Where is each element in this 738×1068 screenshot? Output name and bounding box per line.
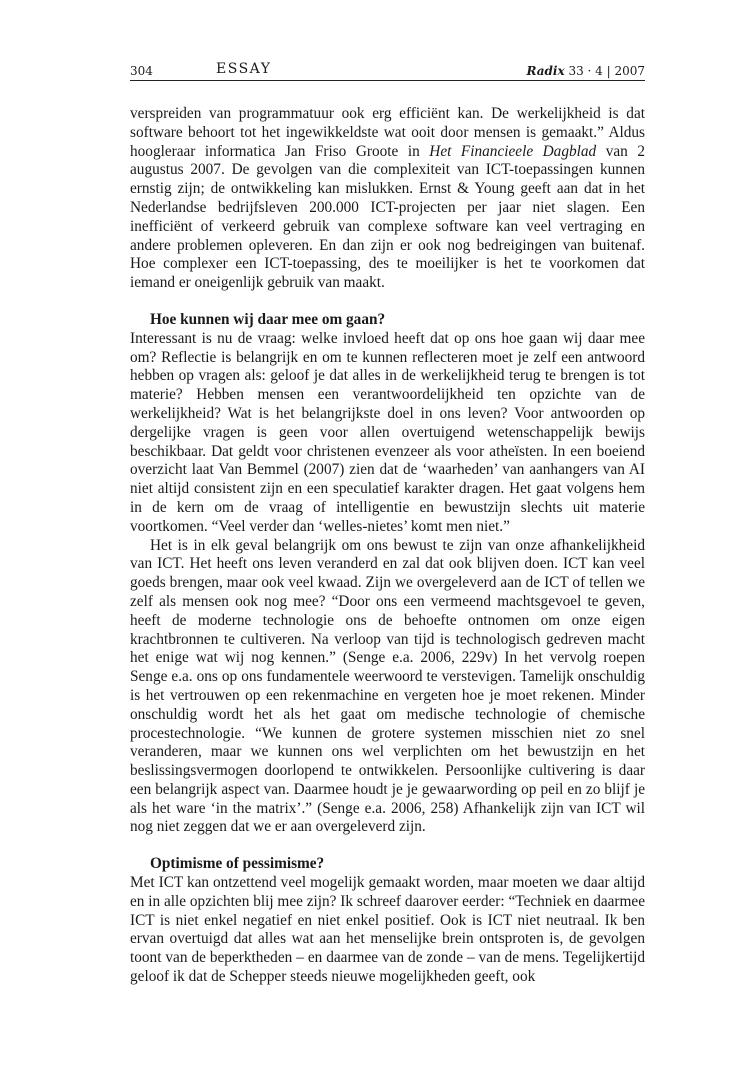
paragraph-1-text-a: verspreiden van programmatuur ook erg efficiënt kan. De werkelijkheid is dat software behoort tot het ingewikkeldste wat ooit door mensen is gemaakt.” Aldus hoogleraar informatica Jan Friso Groote in <box>130 105 645 160</box>
running-header <box>130 60 645 81</box>
journal-info <box>526 64 645 78</box>
paragraph-4: Met ICT kan ontzettend veel mogelijk gemaakt worden, maar moeten we daar altijd en in alle opzichten blij mee zijn? Ik schreef daarover eerder: “Techniek en daarmee ICT is niet enkel negatief en niet enkel positief. Ook is ICT niet neutraal. Ik ben ervan overtuigd dat alles wat aan het menselijke brein ontsproten is, de gevolgen toont van de beperktheden – en daarmee van de zonde – van de mens. Tegelijkertijd geloof ik dat de Schepper steeds nieuwe mogelijkheden geeft, ook <box>130 874 645 986</box>
paragraph-1 <box>130 105 645 293</box>
section-title: ESSAY <box>216 61 272 77</box>
newspaper-title: Het Financieele Dagblad <box>429 142 597 160</box>
paragraph-2: Interessant is nu de vraag: welke invloed heeft dat op ons hoe gaan wij daar mee om? Reflectie is belangrijk en om te kunnen reflecteren moet je zelf een antwoord hebben op vragen als: geloof je dat alles in de werkelijkheid terug te brengen is tot materie? Hebben mensen een verantwoordelijkheid ten opzichte van de werkelijkheid? Wat is het belangrijkste doel in ons leven? Voor antwoorden op dergelijke vragen is geen voor allen overtuigend wetenschappelijk bewijs beschikbaar. Dat geldt voor christenen evenzeer als voor atheïsten. In een boeiend overzicht laat Van Bemmel (2007) zien dat de ‘waarheden’ van aanhangers van AI niet altijd consistent zijn en een speculatief karakter dragen. Het gaat volgens hem in de kern om de vraag of intelligentie en bewustzijn slechts uit materie voortkomen. “Veel verder dan ‘welles-nietes’ komt men niet.” <box>130 329 645 535</box>
section-heading-1: Hoe kunnen wij daar mee om gaan? <box>150 310 386 328</box>
article-body <box>130 105 645 987</box>
section-heading-2: Optimisme of pessimisme? <box>150 855 325 873</box>
page-number: 304 <box>130 64 153 78</box>
journal-name: Radix <box>526 64 565 78</box>
paragraph-1-text-b: van 2 augustus 2007. De gevolgen van die complexiteit van ICT-toepassingen kunnen ernstig zijn; de ontwikkeling kan mislukken. Ernst & Young geeft aan dat in het Nederlandse bedrijfsleven 200.000 ICT-projecten per jaar niet slagen. Een inefficiënt of verkeerd gebruik van complexe software kan veel vertraging en andere problemen opleveren. En dan zijn er ook nog bedreigingen van buitenaf. Hoe complexer een ICT-toepassing, des te moeilijker is het te voorkomen dat iemand er oneigenlijk gebruik van maakt. <box>130 142 645 292</box>
journal-issue: 33 · 4 | 2007 <box>568 64 645 78</box>
paragraph-3: Het is in elk geval belangrijk om ons bewust te zijn van onze afhankelijkheid van ICT. Het heeft ons leven veranderd en zal dat ook blijven doen. ICT kan veel goeds brengen, maar ook veel kwaad. Zijn we overgeleverd aan de ICT of tellen we zelf als mensen ook nog mee? “Door ons een vermeend machtsgevoel te geven, heeft de moderne technologie ons de behoefte ontnomen om onze eigen krachtbronnen te cultiveren. Na verloop van tijd is technologisch gedreven macht het enige wat wij nog kennen.” (Senge e.a. 2006, 229v) In het vervolg roepen Senge e.a. ons op ons fundamentele weerwoord te verstevigen. Tamelijk onschuldig is het vertrouwen op een rekenmachine en vergeten hoe je moet rekenen. Minder onschuldig wordt het als het gaat om medische technologie of chemische procestechnologie. “We kunnen de grotere systemen misschien niet zo snel veranderen, maar we kunnen ons wel verplichten om het bewustzijn en het beslissingsvermogen doorlopend te ontwikkelen. Persoonlijke cultivering is daar een belangrijk aspect van. Daarmee houdt je je gewaarwording op peil en zo blijf je als het ware ‘in the matrix’.” (Senge e.a. 2006, 258) Afhankelijk zijn van ICT wil nog niet zeggen dat we er aan overgeleverd zijn. <box>130 536 645 836</box>
